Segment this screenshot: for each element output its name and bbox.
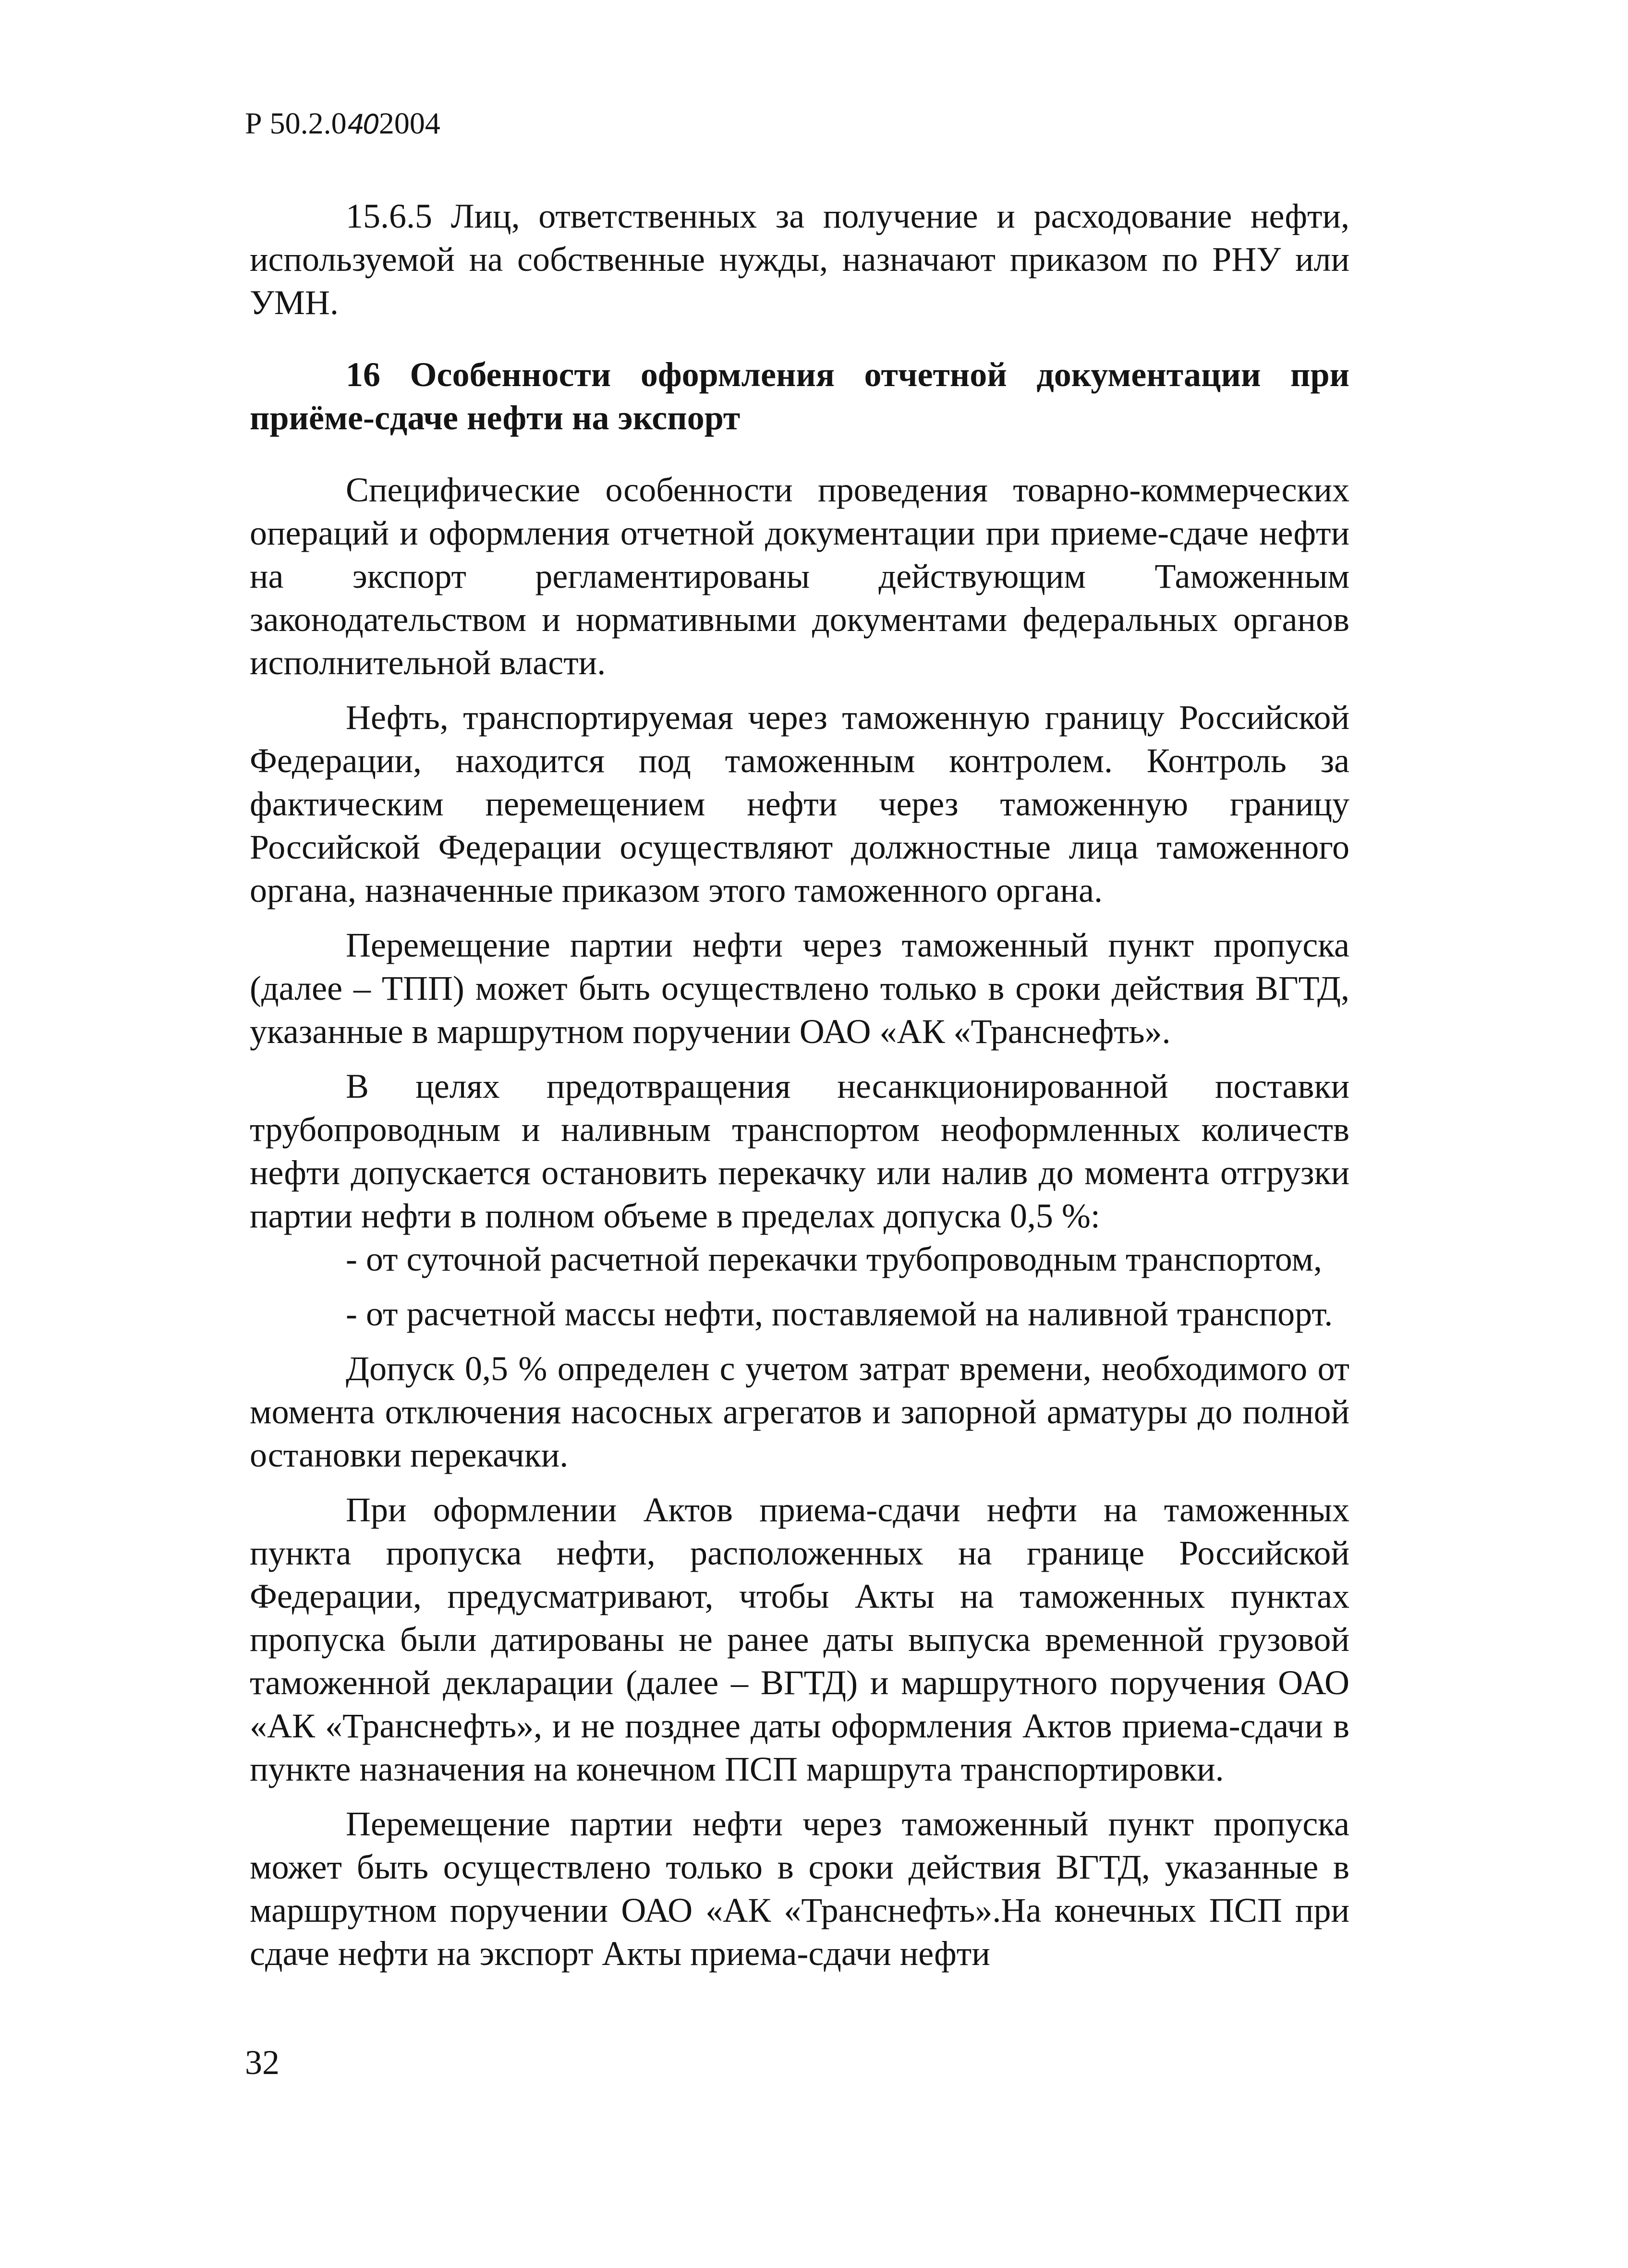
handwritten-document-number: 40 <box>347 109 378 140</box>
paragraph: Нефть, транспортируемая через таможенную границу Российской Федерации, находится под таможенным контролем. Контроль за фактическим перемещением нефти через таможенную границу Российской Федерации осуществляют должностные лица таможенного органа, назначенные приказом этого таможенного органа. <box>250 698 1349 910</box>
list-item: - от суточной расчетной перекачки трубопроводным транспортом, <box>346 1240 1322 1278</box>
page-header <box>245 102 440 146</box>
paragraph: При оформлении Актов приема-сдачи нефти на таможенных пункта пропуска нефти, расположенных на границе Российской Федерации, предусматривают, чтобы Акты на таможенных пунктах пропуска были датированы не ранее даты выпуска временной грузовой таможенной декларации (далее – ВГТД) и маршрутного поручения ОАО «АК «Транснефть», и не позднее даты оформления Актов приема-сдачи в пункте назначения на конечном ПСП маршрута транспортировки. <box>250 1491 1349 1788</box>
section-16-heading: 16 Особенности оформления отчетной документации при приёме-сдаче нефти на экспорт <box>250 355 1349 437</box>
paragraph: Перемещение партии нефти через таможенный пункт пропуска может быть осуществлено только в сроки действия ВГТД, указанные в маршрутном поручении ОАО «АК «Транснефть».На конечных ПСП при сдаче нефти на экспорт Акты приема-сдачи нефти <box>250 1805 1349 1973</box>
list-item: - от расчетной массы нефти, поставляемой на наливной транспорт. <box>346 1295 1333 1333</box>
page-number: 32 <box>245 2043 279 2082</box>
paragraph: Перемещение партии нефти через таможенный пункт пропуска (далее – ТПП) может быть осуществлено только в сроки действия ВГТД, указанные в маршрутном поручении ОАО «АК «Транснефть». <box>250 926 1349 1051</box>
document-code-prefix: Р 50.2.0 <box>245 106 347 140</box>
paragraph: Допуск 0,5 % определен с учетом затрат времени, необходимого от момента отключения насосных агрегатов и запорной арматуры до полной остановки перекачки. <box>250 1349 1349 1474</box>
paragraph: Специфические особенности проведения товарно-коммерческих операций и оформления отчетной документации при приеме-сдаче нефти на экспорт регламентированы действующим Таможенным законодательством и нормативными документами федеральных органов исполнительной власти. <box>250 471 1349 682</box>
clause-15-6-5: 15.6.5 Лиц, ответственных за получение и расходование нефти, используемой на собственные нужды, назначают приказом по РНУ или УМН. <box>250 197 1349 322</box>
page-content <box>250 194 1349 1975</box>
paragraph: В целях предотвращения несанкционированной поставки трубопроводным и наливным транспортом неоформленных количеств нефти допускается остановить перекачку или налив до момента отгрузки партии нефти в полном объеме в пределах допуска 0,5 %: <box>250 1067 1349 1235</box>
document-code-year: 2004 <box>378 106 440 140</box>
